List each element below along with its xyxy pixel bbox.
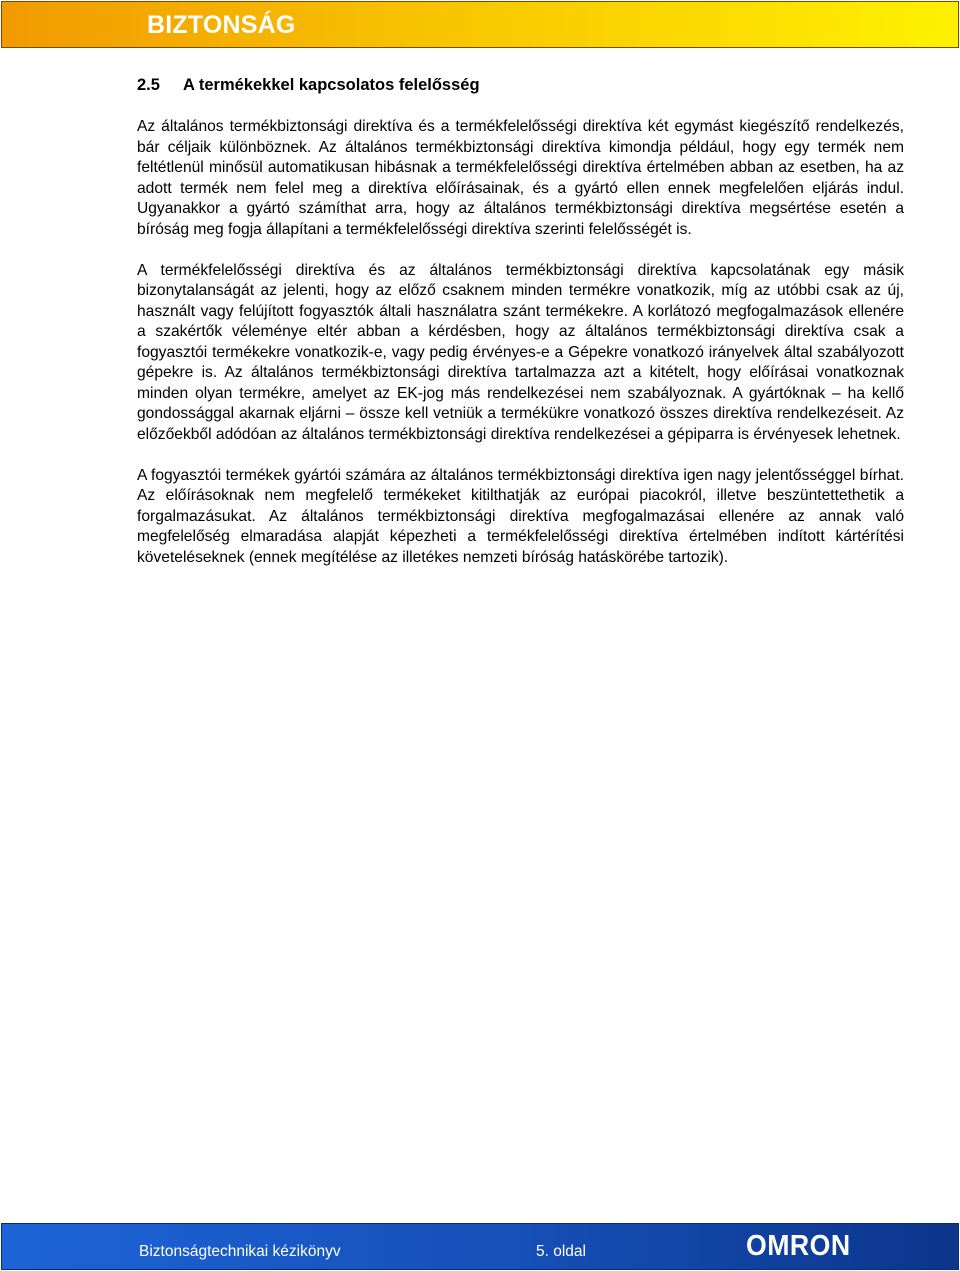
page-number: 5. oldal <box>536 1243 586 1260</box>
body-text <box>137 117 904 589</box>
footer-document-title: Biztonságtechnikai kézikönyv <box>139 1243 341 1260</box>
footer-bar <box>1 1223 959 1270</box>
section-number: 2.5 <box>137 76 160 94</box>
header-title: BIZTONSÁG <box>147 11 296 39</box>
omron-logo: OMRON <box>746 1230 851 1262</box>
section-title: A termékekkel kapcsolatos felelősség <box>183 76 480 94</box>
paragraph-3: A fogyasztói termékek gyártói számára az általános termékbiztonsági direktíva igen nagy jelentősséggel bírhat. Az előírásoknak nem megfelelő termékeket kitilthatják az európai piacokról, illetve beszüntettethetik a forgalmazásukat. Az általános termékbiztonsági direktíva megfogalmazásai ellenére az annak való megfelelőség elmaradása alapját képezheti a termékfelelősségi direktíva értelmében indított kártérítési követeléseknek (ennek megítélése az illetékes nemzeti bíróság hatáskörébe tartozik). <box>137 466 904 566</box>
section-heading <box>137 76 480 95</box>
paragraph-1: Az általános termékbiztonsági direktíva és a termékfelelősségi direktíva két egymást kiegészítő rendelkezés, bár céljaik különböznek. Az általános termékbiztonsági direktíva kimondja például, hogy egy termék nem feltétlenül minősül automatikusan hibásnak a termékfelelősségi direktíva értelmében abban az esetben, ha az adott termék nem felel meg a direktíva előírásainak, és a gyártó ellen ennek megfelelően eljárás indul. Ugyanakkor a gyártó számíthat arra, hogy az általános termékbiztonsági direktíva megsértése esetén a bíróság meg fogja állapítani a termékfelelősségi direktíva szerinti felelősségét is. <box>137 118 904 238</box>
paragraph-2: A termékfelelősségi direktíva és az általános termékbiztonsági direktíva kapcsolatának egy másik bizonytalanságát az jelenti, hogy az előző csaknem minden termékre vonatkozik, míg az utóbbi csak az új, használt vagy felújított fogyasztók általi használatra szánt termékekre. A korlátozó megfogalmazások ellenére a szakértők véleménye eltér abban a kérdésben, hogy az általános termékbiztonsági direktíva csak a fogyasztói termékekre vonatkozik-e, vagy pedig érvényes-e a Gépekre vonatkozó irányelvek által szabályozott gépekre is. Az általános termékbiztonsági direktíva tartalmazza azt a kitételt, hogy előírásai vonatkoznak minden olyan termékre, amelyet az EK-jog más rendelkezései nem szabályoznak. A gyártóknak – ha kellő gondossággal akarnak eljárni – össze kell vetniük a termékükre vonatkozó összes direktíva rendelkezéseit. Az előzőekből adódóan az általános termékbiztonsági direktíva rendelkezései a gépiparra is érvényesek lehetnek. <box>137 261 904 443</box>
header-bar <box>1 1 959 48</box>
